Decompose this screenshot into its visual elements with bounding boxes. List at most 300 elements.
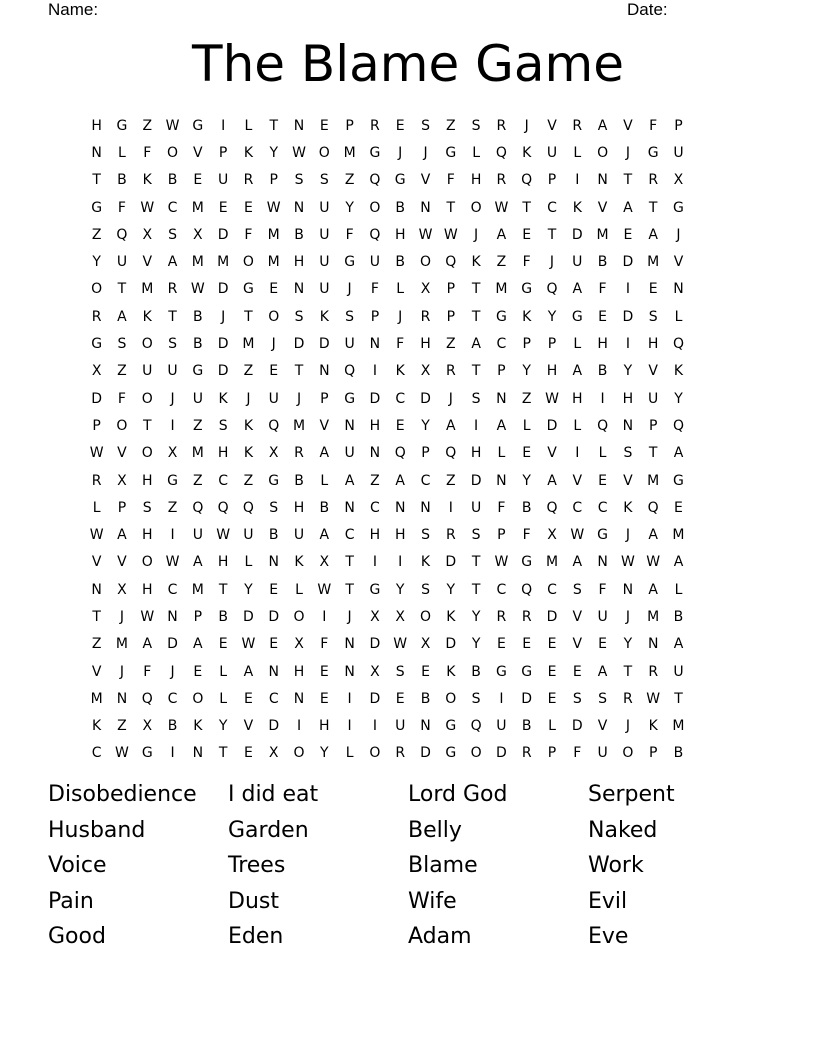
grid-letter[interactable]: U	[546, 144, 558, 161]
grid-letter[interactable]: E	[547, 690, 557, 707]
grid-letter[interactable]: D	[243, 608, 254, 625]
grid-letter[interactable]: O	[445, 690, 457, 707]
grid-letter[interactable]: L	[573, 336, 582, 353]
grid-letter[interactable]: D	[445, 554, 457, 571]
grid-letter[interactable]: D	[420, 745, 431, 762]
grid-letter[interactable]: M	[267, 226, 280, 243]
grid-letter[interactable]: I	[347, 718, 352, 735]
grid-letter[interactable]: S	[168, 336, 177, 353]
grid-letter[interactable]: N	[496, 472, 507, 489]
grid-letter[interactable]: W	[418, 226, 433, 243]
grid-letter[interactable]: P	[497, 527, 506, 544]
grid-letter[interactable]: W	[89, 527, 104, 544]
grid-letter[interactable]: F	[117, 390, 126, 407]
grid-letter[interactable]: U	[293, 527, 305, 544]
grid-letter[interactable]: J	[524, 117, 529, 134]
grid-letter[interactable]: F	[598, 581, 607, 598]
grid-letter[interactable]: I	[600, 390, 605, 407]
grid-letter[interactable]: U	[243, 527, 254, 544]
grid-letter[interactable]: L	[219, 663, 228, 680]
grid-letter[interactable]: I	[372, 554, 377, 571]
grid-letter[interactable]: B	[471, 663, 481, 680]
grid-letter[interactable]: B	[395, 254, 406, 271]
grid-letter[interactable]: E	[522, 445, 532, 462]
grid-letter[interactable]: U	[470, 499, 482, 516]
grid-letter[interactable]: V	[117, 554, 127, 571]
grid-letter[interactable]: V	[648, 363, 658, 380]
grid-letter[interactable]: G	[445, 144, 457, 161]
grid-letter[interactable]: A	[648, 527, 658, 544]
grid-letter[interactable]: A	[319, 527, 330, 544]
grid-letter[interactable]: A	[597, 663, 608, 680]
grid-letter[interactable]: G	[192, 117, 204, 134]
grid-letter[interactable]: Q	[344, 363, 356, 380]
grid-letter[interactable]: U	[597, 745, 608, 762]
grid-letter[interactable]: T	[117, 281, 127, 298]
grid-letter[interactable]: T	[294, 363, 304, 380]
grid-letter[interactable]: J	[170, 390, 175, 407]
grid-letter[interactable]: L	[295, 581, 303, 598]
grid-letter[interactable]: Q	[369, 172, 381, 189]
grid-letter[interactable]: J	[625, 527, 630, 544]
grid-letter[interactable]: A	[344, 472, 355, 489]
grid-letter[interactable]: U	[116, 254, 128, 271]
grid-letter[interactable]: E	[269, 581, 279, 598]
grid-letter[interactable]: B	[597, 254, 608, 271]
grid-letter[interactable]: K	[648, 718, 658, 735]
grid-letter[interactable]: P	[193, 608, 203, 625]
grid-letter[interactable]: M	[647, 608, 660, 625]
grid-letter[interactable]: D	[217, 226, 229, 243]
grid-letter[interactable]: Z	[243, 472, 254, 489]
grid-letter[interactable]: D	[622, 254, 634, 271]
grid-letter[interactable]: P	[92, 417, 101, 434]
grid-letter[interactable]: A	[319, 445, 330, 462]
grid-letter[interactable]: J	[549, 254, 555, 271]
grid-letter[interactable]: W	[494, 199, 509, 216]
grid-letter[interactable]: O	[293, 745, 305, 762]
grid-letter[interactable]: R	[395, 745, 406, 762]
grid-letter[interactable]: F	[370, 281, 379, 298]
grid-letter[interactable]: V	[572, 608, 583, 625]
grid-letter[interactable]: S	[395, 663, 405, 680]
grid-letter[interactable]: M	[292, 417, 306, 434]
grid-letter[interactable]: G	[91, 336, 103, 353]
grid-letter[interactable]: D	[369, 390, 381, 407]
grid-letter[interactable]: T	[168, 308, 177, 325]
grid-letter[interactable]: T	[446, 199, 456, 216]
grid-letter[interactable]: O	[318, 144, 330, 161]
grid-letter[interactable]: I	[625, 336, 630, 353]
grid-letter[interactable]: W	[443, 226, 458, 243]
grid-letter[interactable]: U	[167, 363, 178, 380]
grid-letter[interactable]: I	[575, 172, 580, 189]
grid-letter[interactable]: Q	[242, 499, 254, 516]
grid-letter[interactable]: W	[190, 281, 205, 298]
grid-letter[interactable]: P	[547, 745, 557, 762]
grid-letter[interactable]: B	[167, 172, 178, 189]
grid-letter[interactable]: V	[117, 445, 127, 462]
grid-letter[interactable]: J	[119, 608, 125, 625]
grid-letter[interactable]: F	[573, 745, 582, 762]
grid-letter[interactable]: A	[572, 554, 583, 571]
grid-letter[interactable]: C	[547, 199, 557, 216]
grid-letter[interactable]: U	[192, 390, 203, 407]
grid-letter[interactable]: M	[647, 472, 660, 489]
grid-letter[interactable]: D	[217, 281, 229, 298]
grid-letter[interactable]: D	[217, 363, 229, 380]
grid-letter[interactable]: M	[596, 226, 609, 243]
grid-letter[interactable]: C	[496, 336, 507, 353]
grid-letter[interactable]: P	[421, 445, 430, 462]
grid-letter[interactable]: T	[471, 308, 481, 325]
grid-letter[interactable]: O	[91, 281, 103, 298]
grid-letter[interactable]: J	[170, 663, 175, 680]
grid-letter[interactable]: O	[167, 144, 179, 161]
grid-letter[interactable]: A	[446, 417, 456, 434]
grid-letter[interactable]: G	[521, 281, 533, 298]
grid-letter[interactable]: B	[193, 308, 203, 325]
grid-letter[interactable]: L	[548, 718, 556, 735]
grid-letter[interactable]: V	[572, 636, 583, 653]
grid-letter[interactable]: E	[623, 226, 633, 243]
grid-letter[interactable]: U	[673, 663, 684, 680]
grid-letter[interactable]: V	[547, 117, 557, 134]
grid-letter[interactable]: U	[597, 608, 608, 625]
grid-letter[interactable]: I	[499, 690, 504, 707]
grid-letter[interactable]: A	[167, 254, 178, 271]
grid-letter[interactable]: D	[369, 636, 381, 653]
grid-letter[interactable]: H	[141, 581, 153, 598]
grid-letter[interactable]: Z	[167, 499, 178, 516]
grid-letter[interactable]: H	[141, 472, 153, 489]
grid-letter[interactable]: X	[420, 281, 431, 298]
grid-letter[interactable]: B	[167, 718, 178, 735]
grid-letter[interactable]: N	[293, 281, 305, 298]
grid-letter[interactable]: D	[293, 336, 305, 353]
grid-letter[interactable]: R	[648, 172, 659, 189]
grid-letter[interactable]: B	[673, 745, 684, 762]
grid-letter[interactable]: Q	[470, 718, 482, 735]
grid-letter[interactable]: J	[221, 308, 226, 325]
grid-letter[interactable]: X	[420, 363, 431, 380]
grid-letter[interactable]: W	[545, 390, 559, 407]
grid-letter[interactable]: U	[319, 254, 330, 271]
grid-letter[interactable]: D	[571, 718, 583, 735]
grid-letter[interactable]: J	[625, 144, 630, 161]
grid-letter[interactable]: Z	[370, 472, 380, 489]
grid-letter[interactable]: E	[395, 417, 405, 434]
grid-letter[interactable]: G	[495, 663, 507, 680]
grid-letter[interactable]: M	[191, 199, 204, 216]
grid-letter[interactable]: Z	[521, 390, 532, 407]
grid-letter[interactable]: C	[496, 581, 507, 598]
grid-letter[interactable]: I	[575, 445, 580, 462]
grid-letter[interactable]: I	[170, 745, 175, 762]
grid-letter[interactable]: W	[292, 144, 306, 161]
grid-letter[interactable]: H	[572, 390, 583, 407]
grid-letter[interactable]: E	[269, 281, 279, 298]
grid-letter[interactable]: S	[319, 172, 329, 189]
grid-letter[interactable]: S	[421, 117, 430, 134]
grid-letter[interactable]: P	[218, 144, 228, 161]
grid-letter[interactable]: W	[241, 636, 256, 653]
grid-letter[interactable]: P	[269, 172, 278, 189]
grid-letter[interactable]: R	[496, 608, 507, 625]
grid-letter[interactable]: C	[167, 581, 178, 598]
grid-letter[interactable]: K	[420, 554, 431, 571]
grid-letter[interactable]: V	[623, 472, 633, 489]
grid-letter[interactable]: Q	[268, 417, 280, 434]
grid-letter[interactable]: D	[268, 718, 280, 735]
grid-letter[interactable]: J	[474, 226, 479, 243]
grid-letter[interactable]: F	[446, 172, 455, 189]
grid-letter[interactable]: B	[294, 226, 304, 243]
grid-letter[interactable]: S	[471, 527, 481, 544]
grid-letter[interactable]: V	[420, 172, 431, 189]
grid-letter[interactable]: A	[117, 308, 127, 325]
grid-letter[interactable]: R	[370, 117, 380, 134]
grid-letter[interactable]: X	[294, 636, 304, 653]
grid-letter[interactable]: V	[91, 663, 102, 680]
grid-letter[interactable]: U	[496, 718, 507, 735]
grid-letter[interactable]: D	[167, 636, 178, 653]
grid-letter[interactable]: Y	[244, 581, 253, 598]
grid-letter[interactable]: H	[546, 363, 558, 380]
grid-letter[interactable]: V	[597, 718, 608, 735]
grid-letter[interactable]: T	[92, 608, 101, 625]
grid-letter[interactable]: X	[167, 445, 178, 462]
grid-letter[interactable]: F	[345, 226, 354, 243]
grid-letter[interactable]: Q	[597, 417, 609, 434]
grid-letter[interactable]: M	[217, 254, 230, 271]
grid-letter[interactable]: A	[471, 336, 481, 353]
grid-letter[interactable]: F	[497, 499, 506, 516]
grid-letter[interactable]: D	[521, 690, 533, 707]
grid-letter[interactable]: N	[420, 199, 431, 216]
grid-letter[interactable]: K	[522, 308, 532, 325]
grid-letter[interactable]: V	[597, 199, 608, 216]
grid-letter[interactable]: G	[445, 745, 457, 762]
grid-letter[interactable]: N	[192, 745, 204, 762]
grid-letter[interactable]: K	[319, 308, 329, 325]
grid-letter[interactable]: U	[344, 336, 355, 353]
grid-letter[interactable]: Y	[471, 608, 481, 625]
grid-letter[interactable]: H	[369, 417, 381, 434]
grid-letter[interactable]: Q	[217, 499, 229, 516]
grid-letter[interactable]: L	[497, 445, 506, 462]
grid-letter[interactable]: E	[193, 172, 203, 189]
grid-letter[interactable]: K	[294, 554, 304, 571]
grid-letter[interactable]: X	[547, 527, 557, 544]
grid-letter[interactable]: D	[496, 745, 507, 762]
grid-letter[interactable]: F	[143, 663, 152, 680]
grid-letter[interactable]: G	[597, 527, 609, 544]
grid-letter[interactable]: N	[597, 172, 608, 189]
grid-letter[interactable]: U	[142, 363, 153, 380]
grid-letter[interactable]: Q	[116, 226, 128, 243]
grid-letter[interactable]: D	[369, 690, 381, 707]
grid-letter[interactable]: E	[522, 226, 532, 243]
grid-letter[interactable]: R	[496, 172, 507, 189]
grid-letter[interactable]: H	[319, 718, 330, 735]
grid-letter[interactable]: C	[572, 499, 583, 516]
grid-letter[interactable]: Z	[446, 117, 456, 134]
grid-letter[interactable]: R	[420, 308, 431, 325]
grid-letter[interactable]: F	[522, 527, 531, 544]
grid-letter[interactable]: M	[545, 554, 559, 571]
grid-letter[interactable]: A	[648, 581, 658, 598]
grid-letter[interactable]: E	[648, 281, 658, 298]
grid-letter[interactable]: N	[420, 499, 431, 516]
grid-letter[interactable]: W	[620, 554, 635, 571]
grid-letter[interactable]: M	[647, 254, 660, 271]
grid-letter[interactable]: Z	[91, 636, 102, 653]
grid-letter[interactable]: E	[193, 663, 203, 680]
grid-letter[interactable]: O	[470, 745, 482, 762]
grid-letter[interactable]: V	[319, 417, 330, 434]
grid-letter[interactable]: G	[571, 308, 583, 325]
grid-letter[interactable]: D	[470, 472, 482, 489]
grid-letter[interactable]: K	[446, 663, 456, 680]
grid-letter[interactable]: A	[597, 117, 608, 134]
grid-letter[interactable]: Y	[320, 745, 329, 762]
grid-letter[interactable]: M	[141, 281, 154, 298]
grid-letter[interactable]: T	[218, 745, 228, 762]
grid-letter[interactable]: E	[421, 663, 430, 680]
grid-letter[interactable]: U	[369, 254, 381, 271]
grid-letter[interactable]: V	[547, 445, 557, 462]
grid-letter[interactable]: E	[269, 636, 279, 653]
grid-letter[interactable]: C	[268, 690, 279, 707]
grid-letter[interactable]: S	[142, 499, 152, 516]
grid-letter[interactable]: G	[344, 254, 356, 271]
grid-letter[interactable]: E	[522, 636, 532, 653]
grid-letter[interactable]: G	[116, 117, 128, 134]
grid-letter[interactable]: V	[193, 144, 203, 161]
grid-letter[interactable]: Q	[495, 144, 507, 161]
grid-letter[interactable]: M	[191, 445, 204, 462]
grid-letter[interactable]: V	[243, 718, 254, 735]
grid-letter[interactable]: M	[191, 254, 204, 271]
grid-letter[interactable]: A	[572, 363, 583, 380]
grid-letter[interactable]: S	[471, 117, 481, 134]
grid-letter[interactable]: W	[570, 527, 585, 544]
grid-letter[interactable]: E	[598, 308, 608, 325]
grid-letter[interactable]: K	[395, 363, 405, 380]
grid-letter[interactable]: I	[170, 417, 175, 434]
grid-letter[interactable]: F	[522, 254, 531, 271]
grid-letter[interactable]: S	[598, 690, 608, 707]
grid-letter[interactable]: S	[269, 499, 279, 516]
grid-letter[interactable]: T	[92, 172, 101, 189]
grid-letter[interactable]: Q	[394, 445, 406, 462]
grid-letter[interactable]: R	[243, 172, 254, 189]
grid-letter[interactable]: Q	[546, 281, 558, 298]
grid-letter[interactable]: S	[421, 581, 430, 598]
grid-letter[interactable]: U	[192, 527, 203, 544]
grid-letter[interactable]: L	[396, 281, 405, 298]
grid-letter[interactable]: M	[90, 690, 103, 707]
grid-letter[interactable]: H	[217, 445, 229, 462]
grid-letter[interactable]: N	[268, 663, 279, 680]
grid-letter[interactable]: Y	[395, 581, 405, 598]
grid-letter[interactable]: P	[522, 336, 531, 353]
grid-letter[interactable]: H	[622, 390, 634, 407]
grid-letter[interactable]: E	[395, 117, 405, 134]
grid-letter[interactable]: D	[217, 336, 229, 353]
grid-letter[interactable]: B	[521, 718, 532, 735]
grid-letter[interactable]: I	[372, 363, 377, 380]
grid-letter[interactable]: U	[319, 281, 330, 298]
grid-letter[interactable]: N	[344, 499, 355, 516]
grid-letter[interactable]: X	[370, 663, 380, 680]
grid-letter[interactable]: K	[243, 144, 254, 161]
grid-letter[interactable]: S	[168, 226, 177, 243]
grid-letter[interactable]: K	[243, 445, 254, 462]
grid-letter[interactable]: W	[89, 445, 104, 462]
grid-letter[interactable]: L	[522, 417, 531, 434]
grid-letter[interactable]: Q	[672, 417, 684, 434]
grid-letter[interactable]: S	[572, 690, 582, 707]
grid-letter[interactable]: S	[421, 527, 430, 544]
grid-letter[interactable]: W	[266, 199, 281, 216]
grid-letter[interactable]: E	[319, 117, 329, 134]
grid-letter[interactable]: K	[471, 254, 481, 271]
grid-letter[interactable]: W	[140, 608, 155, 625]
grid-letter[interactable]: T	[244, 308, 253, 325]
grid-letter[interactable]: R	[294, 445, 304, 462]
grid-letter[interactable]: D	[445, 636, 457, 653]
grid-letter[interactable]: T	[623, 172, 633, 189]
grid-letter[interactable]: Q	[521, 172, 533, 189]
grid-letter[interactable]: L	[244, 554, 253, 571]
grid-letter[interactable]: Y	[345, 199, 354, 216]
grid-letter[interactable]: G	[495, 308, 507, 325]
grid-letter[interactable]: I	[448, 499, 453, 516]
grid-letter[interactable]: E	[269, 363, 279, 380]
grid-letter[interactable]: G	[243, 281, 254, 298]
grid-letter[interactable]: O	[369, 199, 381, 216]
grid-letter[interactable]: G	[344, 390, 356, 407]
grid-letter[interactable]: N	[344, 417, 355, 434]
grid-letter[interactable]: M	[343, 144, 356, 161]
grid-letter[interactable]: I	[170, 527, 175, 544]
grid-letter[interactable]: T	[345, 581, 354, 598]
grid-letter[interactable]: X	[268, 445, 279, 462]
grid-letter[interactable]: H	[91, 117, 102, 134]
grid-letter[interactable]: W	[165, 117, 180, 134]
grid-letter[interactable]: A	[395, 472, 405, 489]
grid-letter[interactable]: K	[92, 718, 102, 735]
grid-letter[interactable]: H	[394, 226, 406, 243]
grid-letter[interactable]: U	[319, 199, 330, 216]
grid-letter[interactable]: S	[471, 390, 481, 407]
grid-letter[interactable]: Z	[344, 172, 355, 189]
grid-letter[interactable]: N	[293, 199, 305, 216]
grid-letter[interactable]: B	[597, 363, 608, 380]
grid-letter[interactable]: B	[294, 472, 304, 489]
grid-letter[interactable]: Y	[471, 636, 481, 653]
grid-letter[interactable]: U	[673, 144, 684, 161]
grid-letter[interactable]: O	[419, 608, 432, 625]
grid-letter[interactable]: S	[345, 308, 355, 325]
grid-letter[interactable]: A	[496, 417, 507, 434]
grid-letter[interactable]: T	[345, 554, 354, 571]
grid-letter[interactable]: K	[673, 363, 684, 380]
grid-letter[interactable]: O	[116, 417, 128, 434]
grid-letter[interactable]: K	[446, 608, 456, 625]
